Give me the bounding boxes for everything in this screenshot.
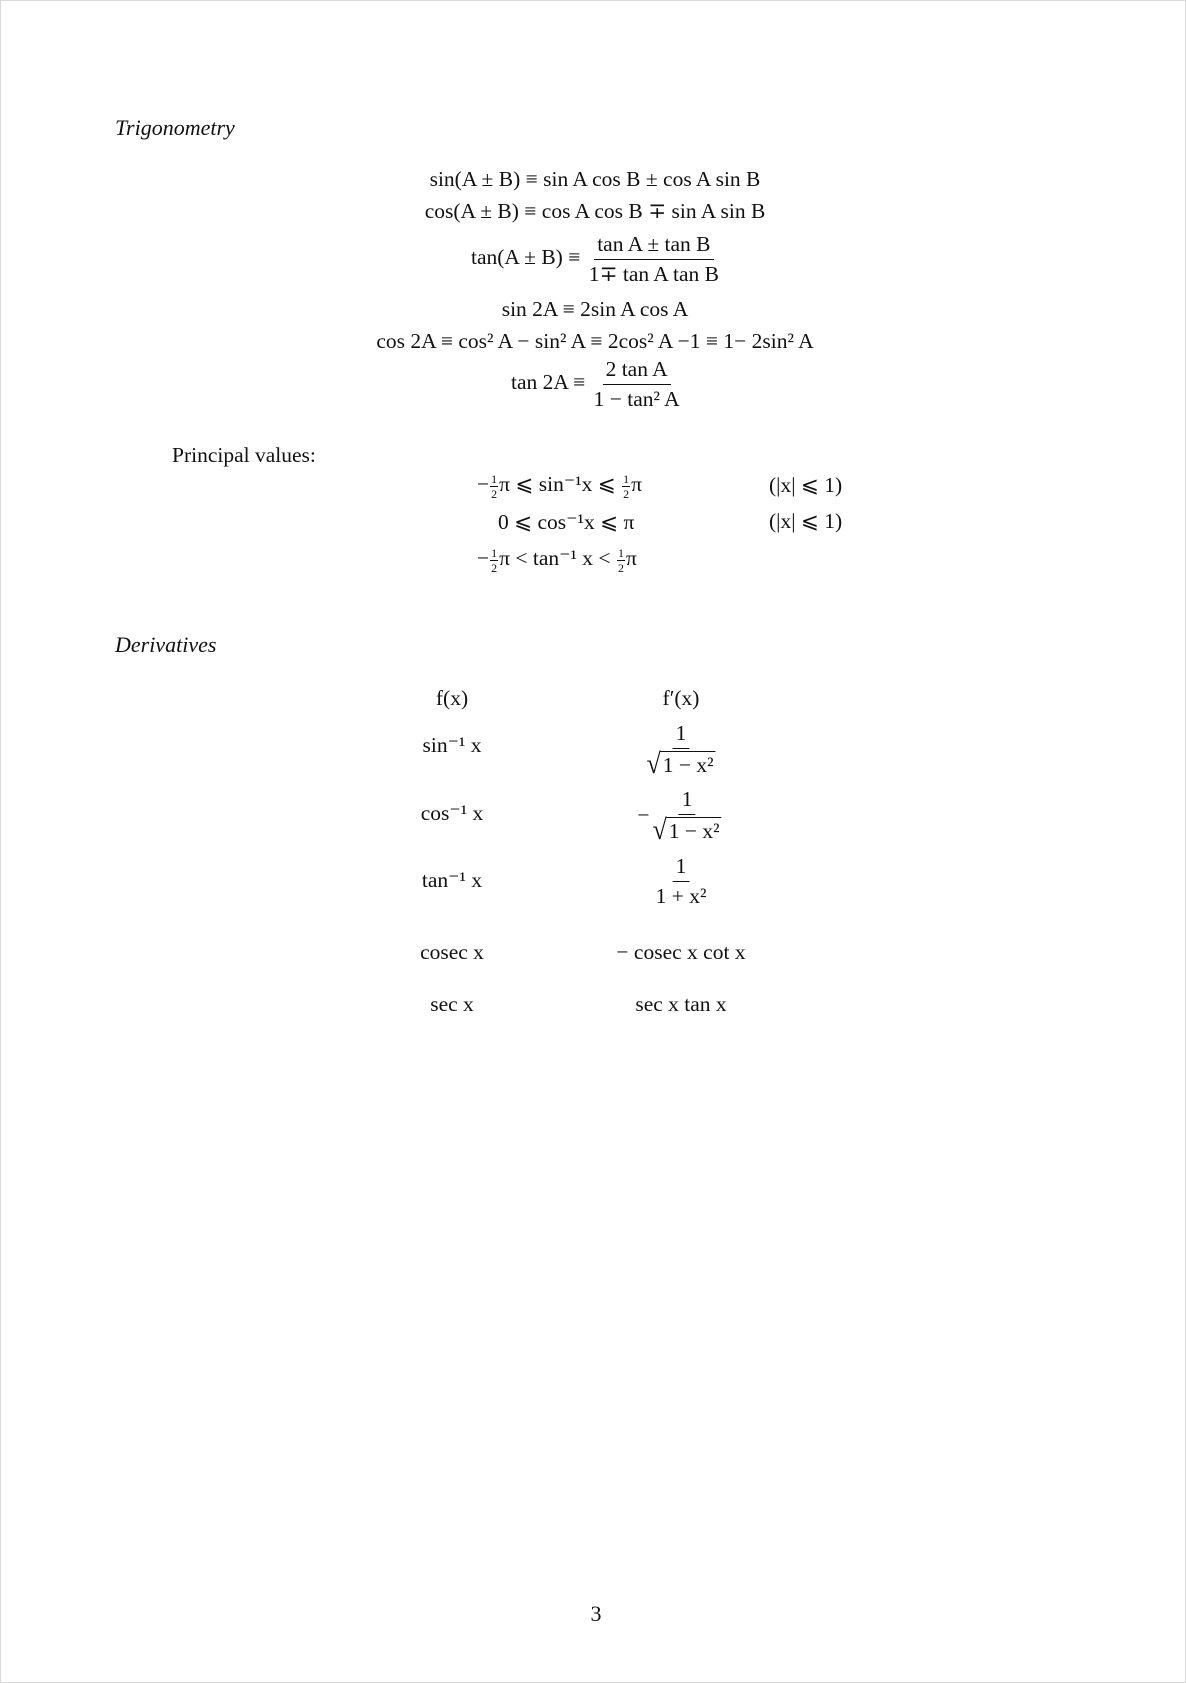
cos-sum-identity: cos(A ± B) ≡ cos A cos B ∓ sin A sin B xyxy=(424,199,766,223)
half-numerator: 1 xyxy=(491,545,498,560)
radicand: 1 − x² xyxy=(662,752,714,777)
arctan-derivative-numerator: 1 xyxy=(673,854,690,882)
radical-sign: √ xyxy=(652,813,667,846)
arcsin-derivative-fraction xyxy=(643,721,718,778)
radical-sign: √ xyxy=(646,747,661,780)
sin-double-identity: sin 2A ≡ 2sin A cos A xyxy=(501,297,689,321)
tan-sum-identity xyxy=(471,232,722,286)
sin-sum-identity: sin(A ± B) ≡ sin A cos B ± cos A sin B xyxy=(429,167,761,191)
principal-cos-condition: (|x| ⩽ 1) xyxy=(769,509,843,533)
half-fraction xyxy=(617,547,625,574)
pi-symbol: π xyxy=(631,472,643,496)
half-fraction xyxy=(490,473,498,500)
column-header-fprime: f′(x) xyxy=(662,686,700,710)
tan-double-lhs: tan 2A ≡ xyxy=(511,370,586,395)
arcsin-derivative-denominator xyxy=(643,749,718,778)
derivative-fprime-arctan xyxy=(653,854,710,908)
minus-sign: − xyxy=(477,472,490,496)
arccos-derivative-numerator: 1 xyxy=(679,787,696,815)
principal-row-tan xyxy=(477,546,637,574)
square-root xyxy=(652,813,722,846)
principal-values-label: Principal values: xyxy=(172,443,316,467)
tan-double-denominator: 1 − tan² A xyxy=(593,386,680,411)
derivative-f-sec: sec x xyxy=(430,992,474,1016)
derivative-f-cosec: cosec x xyxy=(420,940,484,964)
tan-sum-numerator: tan A ± tan B xyxy=(594,232,713,260)
derivatives-heading: Derivatives xyxy=(115,632,217,657)
tan-sum-fraction xyxy=(586,232,722,286)
square-root xyxy=(646,747,715,780)
principal-row-sin xyxy=(477,472,642,500)
principal-row-cos: 0 ⩽ cos⁻¹x ⩽ π xyxy=(498,510,635,534)
page-number: 3 xyxy=(590,1601,602,1626)
cos-double-identity: cos 2A ≡ cos² A − sin² A ≡ 2cos² A −1 ≡ 1− 2sin² A xyxy=(376,329,814,353)
derivative-fprime-arccos xyxy=(637,787,724,844)
half-fraction xyxy=(622,473,630,500)
minus-sign: − xyxy=(637,803,650,828)
derivative-f-arccos: cos⁻¹ x xyxy=(420,801,484,825)
half-numerator: 1 xyxy=(617,545,624,560)
tan-sum-lhs: tan(A ± B) ≡ xyxy=(471,245,581,270)
half-denominator: 2 xyxy=(617,560,624,575)
arctan-derivative-fraction xyxy=(653,854,710,908)
column-header-f: f(x) xyxy=(435,686,469,710)
half-numerator: 1 xyxy=(623,471,630,486)
radicand: 1 − x² xyxy=(668,818,720,843)
half-denominator: 2 xyxy=(491,486,498,501)
derivative-fprime-arcsin xyxy=(643,721,718,778)
derivative-fprime-cosec: − cosec x cot x xyxy=(616,940,746,964)
derivative-fprime-sec: sec x tan x xyxy=(635,992,727,1016)
half-numerator: 1 xyxy=(491,471,498,486)
pi-symbol: π xyxy=(625,546,637,570)
arccos-derivative-fraction xyxy=(650,787,725,844)
tan-double-numerator: 2 tan A xyxy=(603,357,671,385)
minus-sign: − xyxy=(477,546,490,570)
derivative-f-arcsin: sin⁻¹ x xyxy=(422,733,482,757)
derivative-f-arctan: tan⁻¹ x xyxy=(421,868,483,892)
tan-double-fraction xyxy=(591,357,683,411)
arccos-derivative-denominator xyxy=(650,815,725,844)
arcsin-derivative-numerator: 1 xyxy=(673,721,690,749)
trigonometry-heading: Trigonometry xyxy=(115,115,235,140)
arctan-derivative-denominator: 1 + x² xyxy=(655,883,707,908)
half-fraction xyxy=(490,547,498,574)
half-denominator: 2 xyxy=(491,560,498,575)
principal-sin-middle: π ⩽ sin⁻¹x ⩽ xyxy=(499,472,616,496)
tan-sum-denominator: 1∓ tan A tan B xyxy=(588,261,719,286)
tan-double-identity xyxy=(511,357,683,411)
principal-sin-condition: (|x| ⩽ 1) xyxy=(769,473,843,497)
principal-tan-middle: π < tan⁻¹ x < xyxy=(499,546,611,570)
half-denominator: 2 xyxy=(623,486,630,501)
